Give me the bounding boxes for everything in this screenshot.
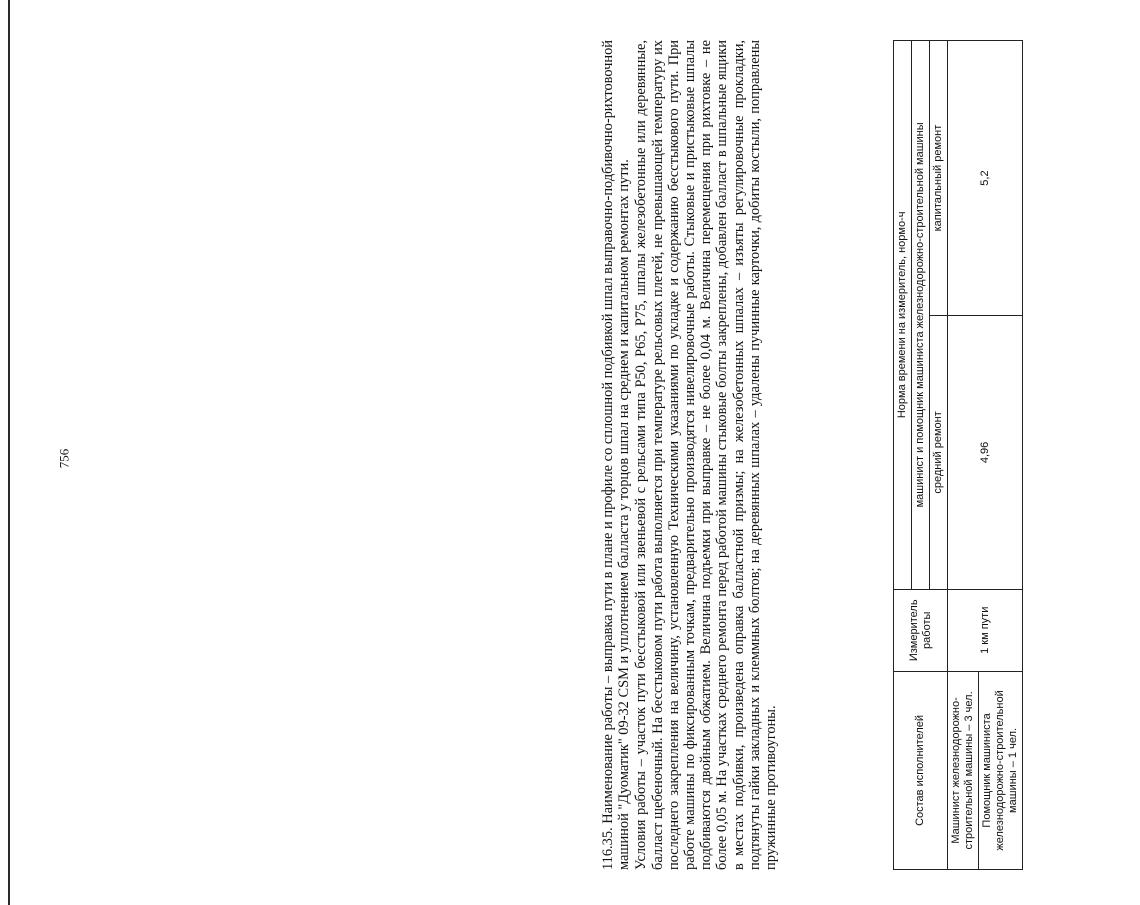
cell-meter: 1 км пути	[948, 589, 1023, 671]
header-medium-repair: средний ремонт	[930, 316, 948, 590]
cell-crew	[948, 671, 1023, 869]
header-norm-title: Норма времени на измеритель, нормо-ч	[894, 41, 912, 590]
time-norms-table	[893, 40, 1023, 870]
header-subgroup: машинист и помощник машиниста железнодорожно-строительной машины	[912, 41, 930, 590]
cell-medium-value: 4,96	[948, 316, 1023, 590]
page-border-line	[8, 0, 10, 905]
crew-line-1: Машинист железнодорожно-строительной машины – 3 чел.	[950, 691, 975, 850]
crew-line-2: Помощник машиниста железнодорожно-строительной машины – 1 чел.	[978, 672, 1020, 869]
work-conditions: Условия работы – участок пути бесстыковой или звеньевой с рельсами типа Р50, Р65, Р75, шпалы железобетонные или деревянные, балласт щебеночный. На бесстыковом пути работа выполняется при температуре рельсовых плетей, не превышающей температуру их последнего закрепления на величину, установленную Техническими указаниями по укладке и содержанию бесстыкового пути. При работе машины по фиксированным точкам, предварительно производятся нивелировочные работы. Стыковые и пристыковые шпалы подбиваются двойным обжатием. Величина подъемки при выправке – не более 0,04 м. Величина перемещения при рихтовке – не более 0,05 м. На участках среднего ремонта перед работой машины стыковые болты закреплены, добавлен балласт в шпальные ящики в местах подбивки, произведена оправка балластной призмы; на железобетонных шпалах – изъяты регулировочные прокладки, подтянуты гайки закладных и клеммных болтов; на деревянных шпалах – удалены пучинные карточки, добиты костыли, поправлены пружинные противоугоны.	[633, 40, 780, 870]
section-heading: 116.35. Наименование работы – выправка пути в плане и профиле со сплошной подбивкой шпал выправочно-подбивочно-рихтовочной машиной "Дуоматик" 09-32 CSM и уплотнением балласта у торцов шпал на среднем и капитальном ремонтах пути.	[600, 40, 633, 870]
page-number: 756	[56, 448, 72, 469]
header-meter: Измеритель работы	[894, 589, 948, 671]
rotated-content	[600, 40, 1140, 870]
table-row	[948, 41, 1023, 870]
table-header-row	[894, 41, 912, 870]
header-capital-repair: капитальный ремонт	[930, 41, 948, 316]
header-crew: Состав исполнителей	[894, 671, 948, 869]
cell-capital-value: 5,2	[948, 41, 1023, 316]
